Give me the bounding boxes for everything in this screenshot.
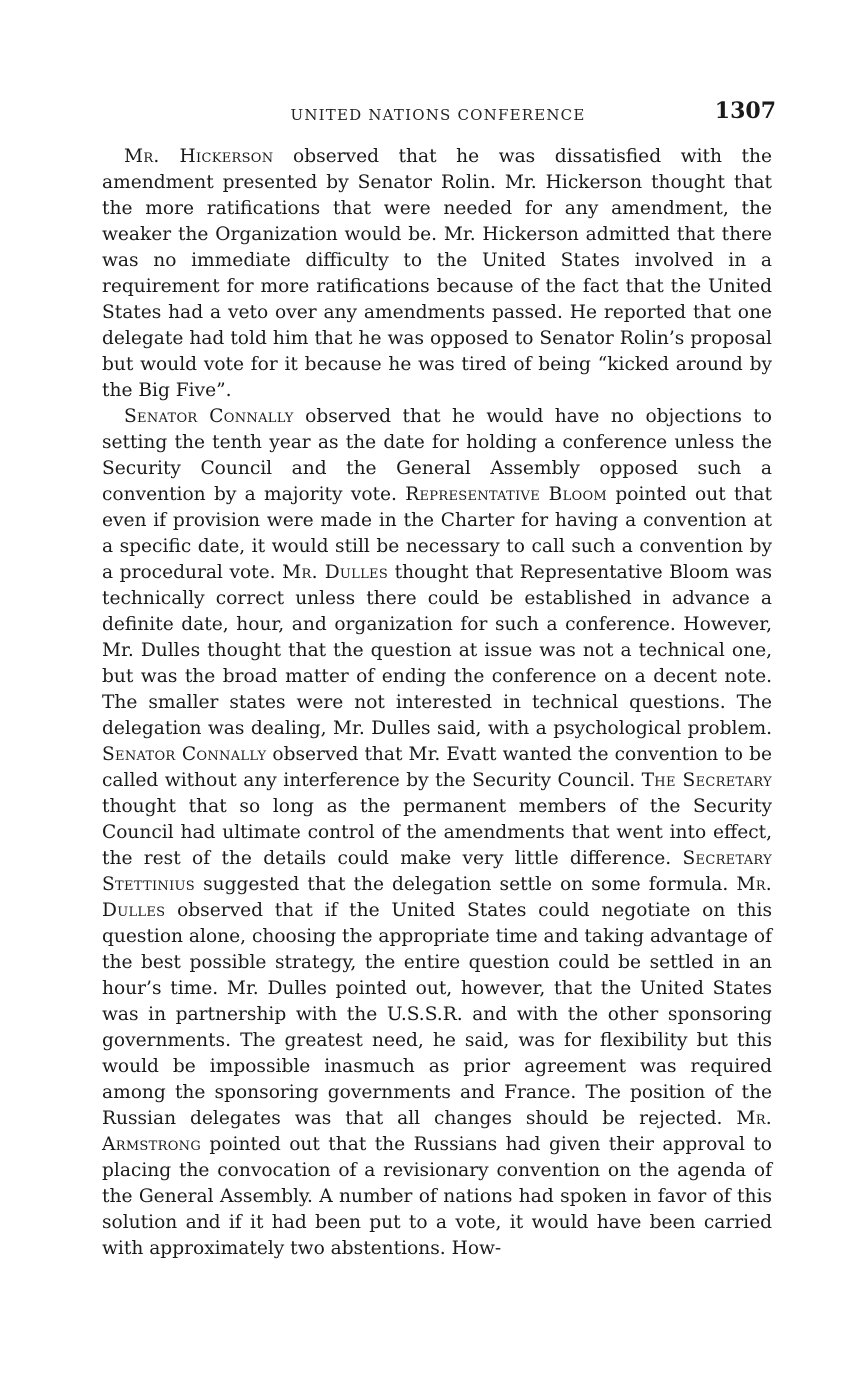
page-number: 1307 [714, 98, 776, 124]
speaker-name: Senator Connally [124, 406, 294, 427]
paragraph-text: suggested that the delegation settle on some formula. [195, 874, 737, 895]
paragraph [102, 144, 772, 404]
speaker-name: Mr. Dulles [102, 874, 772, 921]
paragraph-text: observed that he would have no objections to setting the tenth year as the date for holding a conference unless the Security Council and the General Assembly opposed such a convention by a majority vote. [102, 406, 772, 505]
speaker-name: Senator Connally [102, 744, 267, 765]
running-head [100, 98, 776, 138]
speaker-name: The Secretary [641, 770, 773, 791]
paragraph-text: pointed out that the Russians had given their approval to placing the convocation of a revisionary convention on the agenda of the General Assembly. A number of nations had spoken in favor of this solution and if it had been put to a vote, it would have been carried with approximately two abstentions. How- [102, 1134, 772, 1259]
paragraph-text: observed that if the United States could negotiate on this question alone, choosing the appropriate time and taking advantage of the best possible strategy, the entire question could be settled in an hour’s time. Mr. Dulles pointed out, however, that the United States was in partnership with the U.S.S.R. and with the other sponsoring governments. The greatest need, he said, was for flexibility but this would be impossible inasmuch as prior agreement was required among the sponsoring governments and France. The position of the Russian delegates was that all changes should be rejected. [102, 900, 772, 1129]
paragraph-text: observed that Mr. Evatt wanted the convention to be called without any interference by the Security Council. [102, 744, 772, 791]
paragraph-text: observed that he was dissatisfied with the amendment presented by Senator Rolin. Mr. Hickerson thought that the more ratifications that were needed for any amendment, the weaker the Organization would be. Mr. Hickerson admitted that there was no immediate difficulty to the United States involved in a requirement for more ratifications because of the fact that the United States had a veto over any amendments passed. He reported that one delegate had told him that he was opposed to Senator Rolin’s proposal but would vote for it because he was tired of being “kicked around by the Big Five”. [102, 146, 773, 401]
speaker-name: Mr. Hickerson [124, 146, 274, 167]
speaker-name: Mr. Armstrong [102, 1108, 772, 1155]
body-text [102, 144, 772, 1262]
speaker-name: Mr. Dulles [282, 562, 389, 583]
paragraph-text: pointed out that even if provision were made in the Charter for having a convention at a specific date, it would still be necessary to call such a convention by a procedural vote. [102, 484, 772, 583]
paragraph-text: thought that Representative Bloom was technically correct unless there could be established in advance a definite date, hour, and organization for such a conference. However, Mr. Dulles thought that the question at issue was not a technical one, but was the broad matter of ending the conference on a decent note. The smaller states were not interested in technical questions. The delegation was dealing, Mr. Dulles said, with a psychological problem. [102, 562, 772, 739]
speaker-name: Secretary Stettinius [102, 848, 772, 895]
running-title: UNITED NATIONS CONFERENCE [290, 106, 586, 124]
paragraph-text: thought that so long as the permanent members of the Security Council had ultimate control of the amendments that went into effect, the rest of the details could make very little difference. [102, 796, 772, 869]
paragraph [102, 404, 772, 1262]
speaker-name: Representative Bloom [405, 484, 608, 505]
